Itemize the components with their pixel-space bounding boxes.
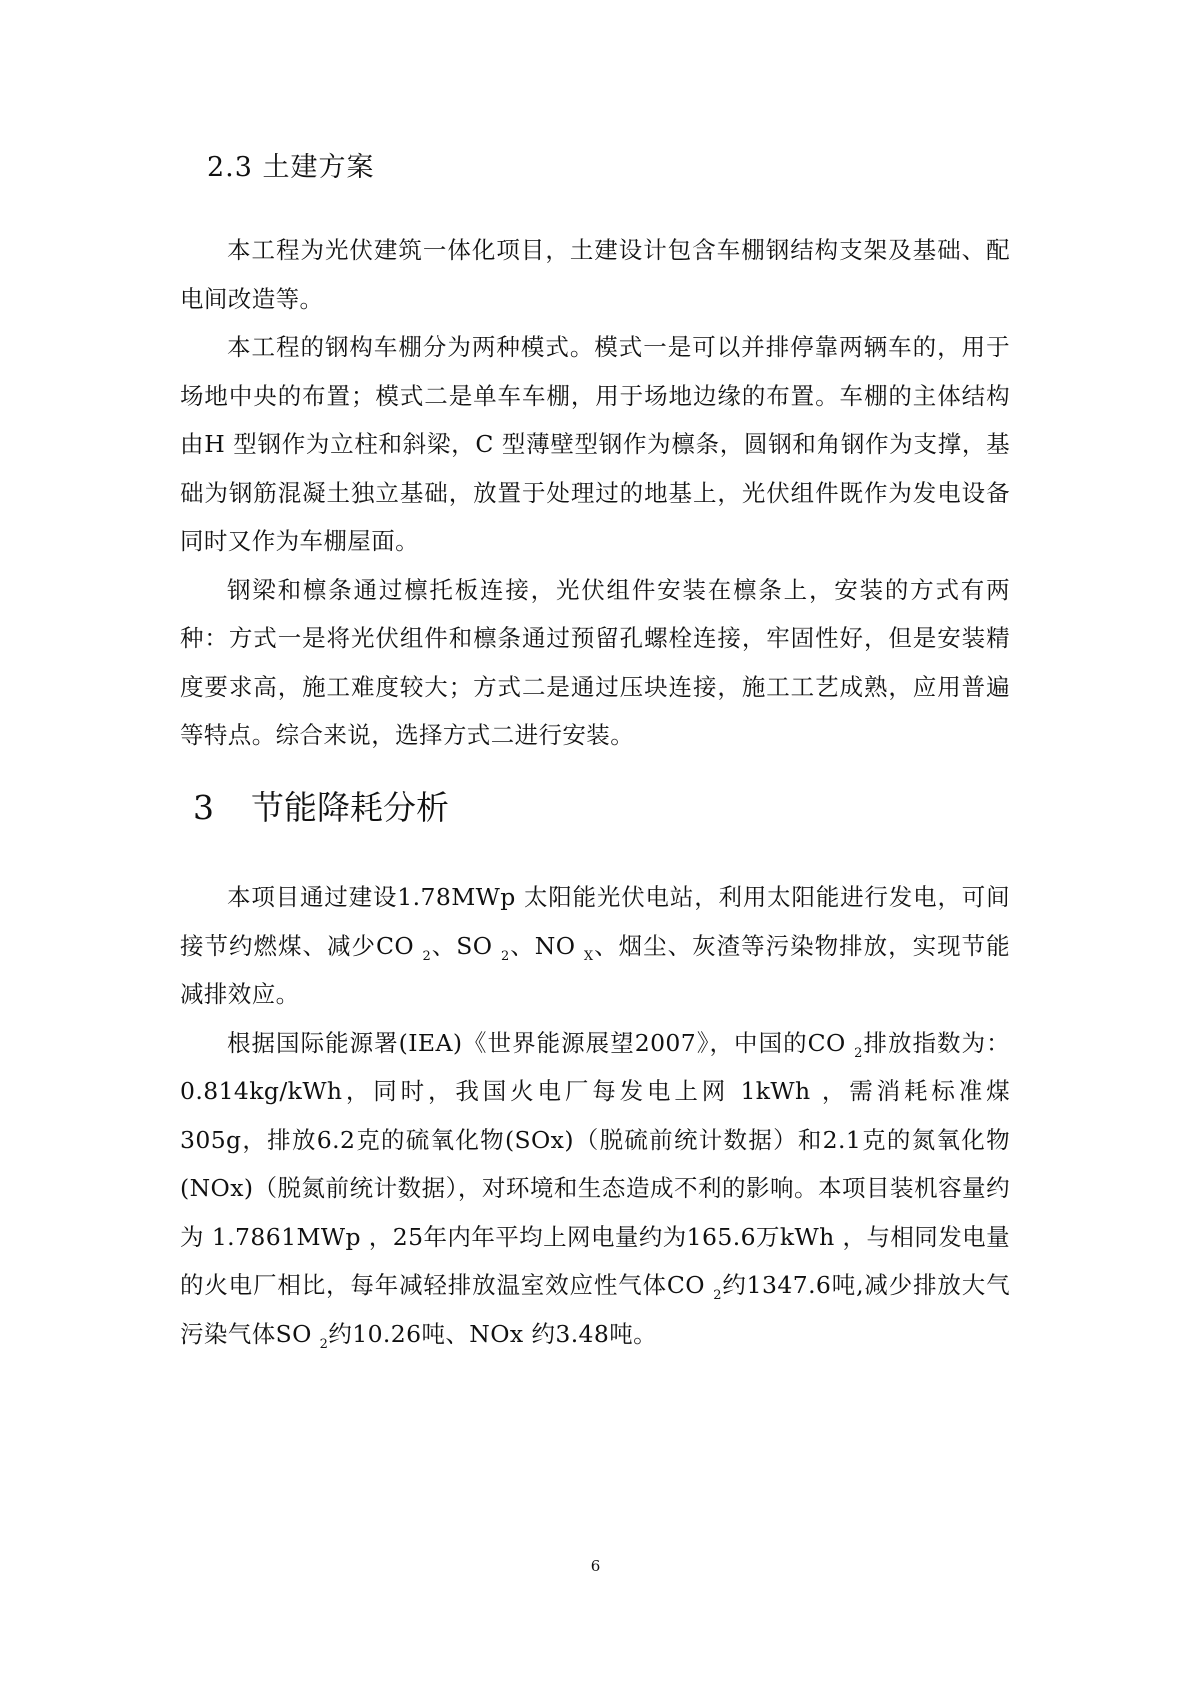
- subscript: 2: [854, 1045, 863, 1061]
- text-run: 本项目通过建设1.78MWp 太阳能光伏电站，利用太阳能进行发电，可间接节约燃煤、减少CO: [180, 883, 1010, 960]
- text-run: 约1347.6吨,减少排放大气污染气体SO: [180, 1271, 1010, 1348]
- paragraph: [180, 873, 1010, 1019]
- section-3-body: [180, 873, 1010, 1358]
- section-title: 节能降耗分析: [251, 788, 449, 827]
- text-run: 排放指数为：0.814kg/kWh，同时，我国火电厂每发电上网 1kWh ，需消耗标准煤305g，排放6.2克的硫氧化物(SOx)（脱硫前统计数据）和2.1克的氮氧化物(NOx)（脱氮前统计数据），对环境和生态造成不利的影响。本项目装机容量约为 1.7861MWp ，25年内年平均上网电量约为165.6万kWh ，与相同发电量的火电厂相比，每年减轻排放温室效应性气体CO: [180, 1028, 1010, 1299]
- paragraph: 本工程为光伏建筑一体化项目，土建设计包含车棚钢结构支架及基础、配电间改造等。: [180, 236, 1010, 313]
- text-run: 、烟尘、灰渣等污染物排放，实现节能减排效应。: [180, 931, 1010, 1008]
- subscript: 2: [713, 1288, 722, 1303]
- page-number: 6: [590, 1557, 601, 1575]
- section-2-3-body: [180, 226, 1010, 760]
- section-heading-3: [193, 785, 449, 831]
- section-number: 3: [193, 788, 214, 827]
- subscript: 2: [319, 1336, 329, 1352]
- paragraph: [180, 1019, 1010, 1359]
- paragraph: 本工程的钢构车棚分为两种模式。模式一是可以并排停靠两辆车的，用于场地中央的布置；模式二是单车车棚，用于场地边缘的布置。车棚的主体结构由H 型钢作为立柱和斜梁，C 型薄壁型钢作为檩条，圆钢和角钢作为支撑，基础为钢筋混凝土独立基础，放置于处理过的地基上，光伏组件既作为发电设备同时又作为车棚屋面。: [180, 333, 1010, 555]
- section-heading-2-3: 2.3 土建方案: [207, 152, 375, 183]
- paragraph: 钢梁和檩条通过檩托板连接，光伏组件安装在檩条上，安装的方式有两种：方式一是将光伏组件和檩条通过预留孔螺栓连接，牢固性好，但是安装精度要求高，施工难度较大；方式二是通过压块连接，施工工艺成熟，应用普遍等特点。综合来说，选择方式二进行安装。: [180, 575, 1010, 749]
- text-run: 、NO: [509, 931, 584, 960]
- subscript: 2: [422, 948, 432, 964]
- subscript: X: [583, 948, 594, 964]
- text-run: 、SO: [431, 931, 501, 960]
- subscript: 2: [500, 948, 510, 964]
- text-run: 根据国际能源署(IEA)《世界能源展望2007》，中国的CO: [227, 1028, 855, 1057]
- text-run: 约10.26吨、NOx 约3.48吨。: [328, 1319, 658, 1348]
